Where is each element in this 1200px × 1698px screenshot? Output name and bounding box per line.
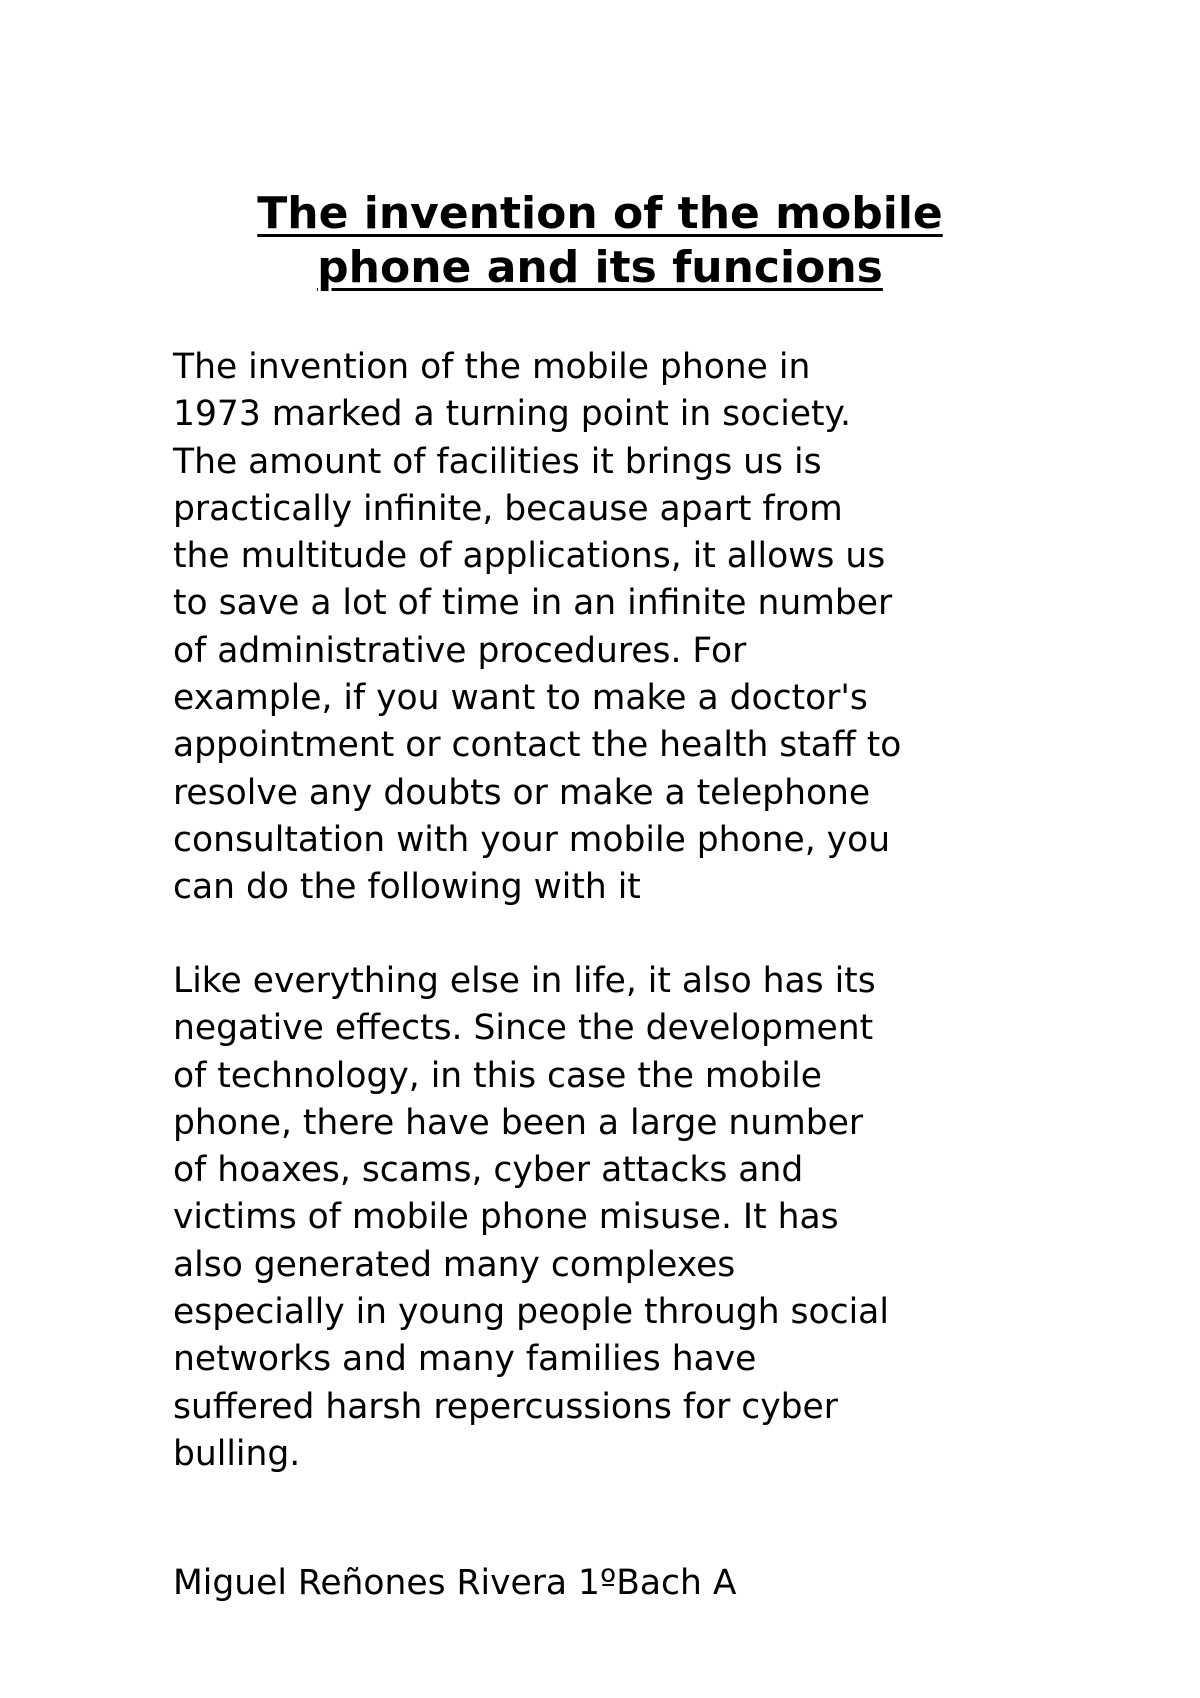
text-line: of administrative procedures. For	[173, 630, 747, 671]
document-title	[150, 187, 1050, 295]
text-line: consultation with your mobile phone, you	[173, 819, 891, 860]
text-line: of hoaxes, scams, cyber attacks and	[173, 1150, 804, 1191]
paragraph-invention	[173, 344, 1053, 912]
title-line: phone and its funcions	[317, 242, 883, 293]
text-line: networks and many families have	[173, 1339, 757, 1380]
text-line: Like everything else in life, it also has its	[173, 961, 876, 1001]
text-line: appointment or contact the health staff to	[173, 725, 902, 766]
author-signature: Miguel Reñones Rivera 1ºBach A	[173, 1563, 737, 1603]
text-line: of technology, in this case the mobile	[173, 1055, 822, 1096]
text-line: resolve any doubts or make a telephone	[173, 772, 871, 813]
text-line: example, if you want to make a doctor's	[173, 678, 868, 719]
text-line: can do the following with it	[173, 867, 641, 908]
text-line: also generated many complexes	[173, 1244, 736, 1285]
title-line: The invention of the mobile	[257, 188, 943, 239]
text-line: 1973 marked a turning point in society.	[173, 394, 852, 435]
text-line: The invention of the mobile phone in	[173, 347, 811, 387]
text-line: the multitude of applications, it allows us	[173, 536, 886, 577]
text-line: negative effects. Since the development	[173, 1008, 874, 1049]
text-line: especially in young people through social	[173, 1292, 889, 1333]
text-line: to save a lot of time in an infinite number	[173, 583, 893, 624]
paragraph-negative-effects	[173, 958, 1053, 1478]
text-line: phone, there have been a large number	[173, 1102, 864, 1143]
text-line: victims of mobile phone misuse. It has	[173, 1197, 839, 1238]
text-line: bulling.	[173, 1433, 301, 1474]
text-line: practically infinite, because apart from	[173, 488, 843, 529]
text-line: The amount of facilities it brings us is	[173, 441, 822, 482]
text-line: suffered harsh repercussions for cyber	[173, 1386, 838, 1427]
